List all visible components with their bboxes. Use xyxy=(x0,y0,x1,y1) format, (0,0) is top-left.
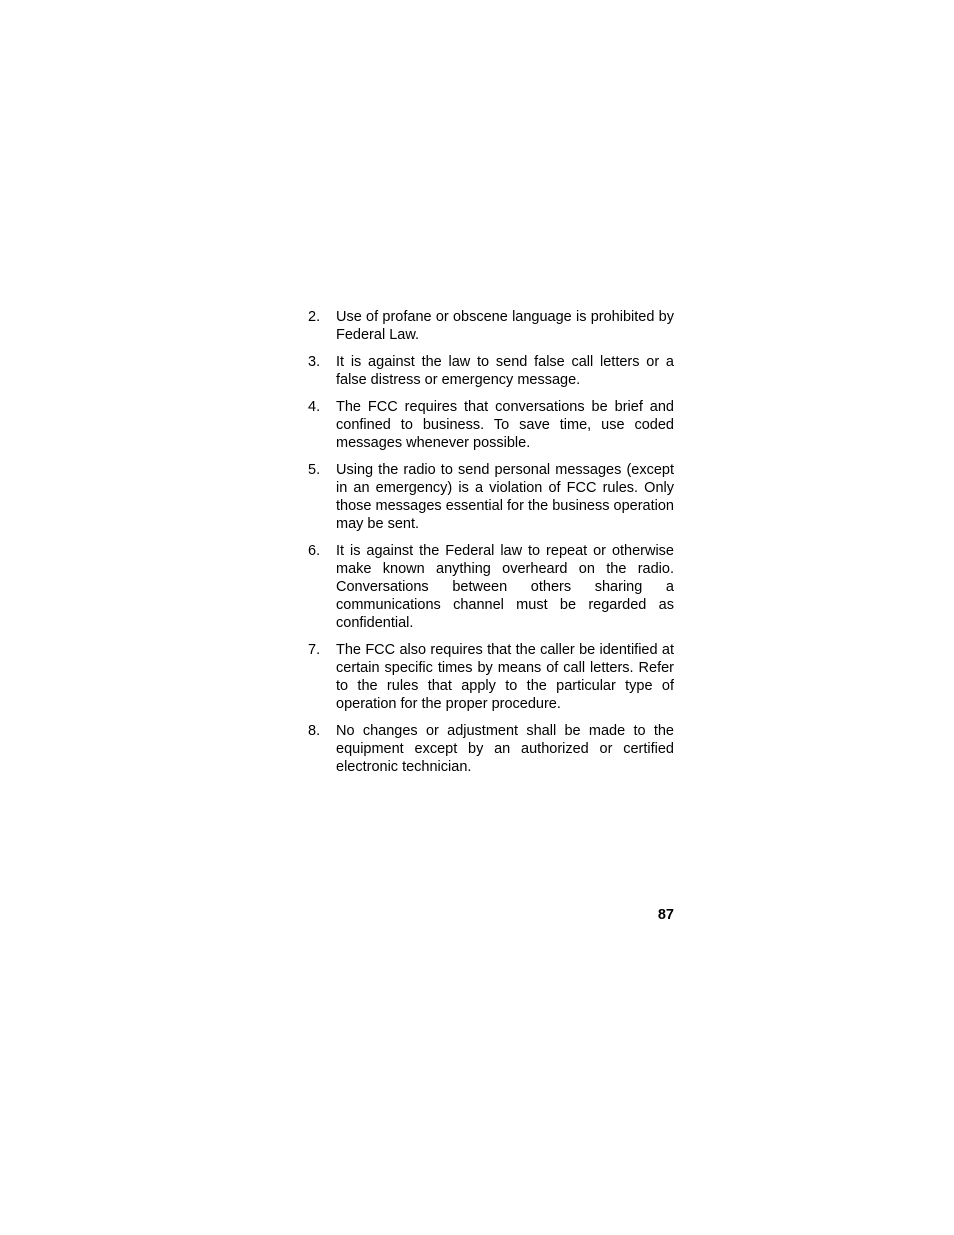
rule-text: The FCC requires that conversations be brief and confined to business. To save time, use coded messages whenever possible. xyxy=(336,399,674,451)
rules-list xyxy=(308,308,674,785)
rule-number: 6. xyxy=(308,543,321,559)
rule-item xyxy=(308,542,674,632)
rule-item xyxy=(308,722,674,776)
rule-item xyxy=(308,461,674,533)
rule-item xyxy=(308,353,674,389)
rule-number: 3. xyxy=(308,354,321,370)
rule-text: Use of profane or obscene language is prohibited by Federal Law. xyxy=(336,309,674,343)
rule-number: 2. xyxy=(308,309,321,325)
rule-text: It is against the Federal law to repeat or otherwise make known anything overheard on the radio. Conversations between others sharing a communications channel must be regarded as confidential. xyxy=(336,543,674,631)
rule-item xyxy=(308,398,674,452)
page-number: 87 xyxy=(657,907,674,923)
rule-number: 5. xyxy=(308,462,321,478)
rule-item xyxy=(308,308,674,344)
rule-text: It is against the law to send false call letters or a false distress or emergency message. xyxy=(336,354,674,388)
rule-number: 7. xyxy=(308,642,321,658)
rule-item xyxy=(308,641,674,713)
rule-text: No changes or adjustment shall be made to the equipment except by an authorized or certified electronic technician. xyxy=(336,723,674,775)
rule-text: The FCC also requires that the caller be identified at certain specific times by means of call letters. Refer to the rules that apply to the particular type of operation for the proper procedure. xyxy=(336,642,674,712)
rule-number: 8. xyxy=(308,723,321,739)
rule-number: 4. xyxy=(308,399,321,415)
rule-text: Using the radio to send personal messages (except in an emergency) is a violation of FCC rules. Only those messages essential for the business operation may be sent. xyxy=(336,462,674,532)
